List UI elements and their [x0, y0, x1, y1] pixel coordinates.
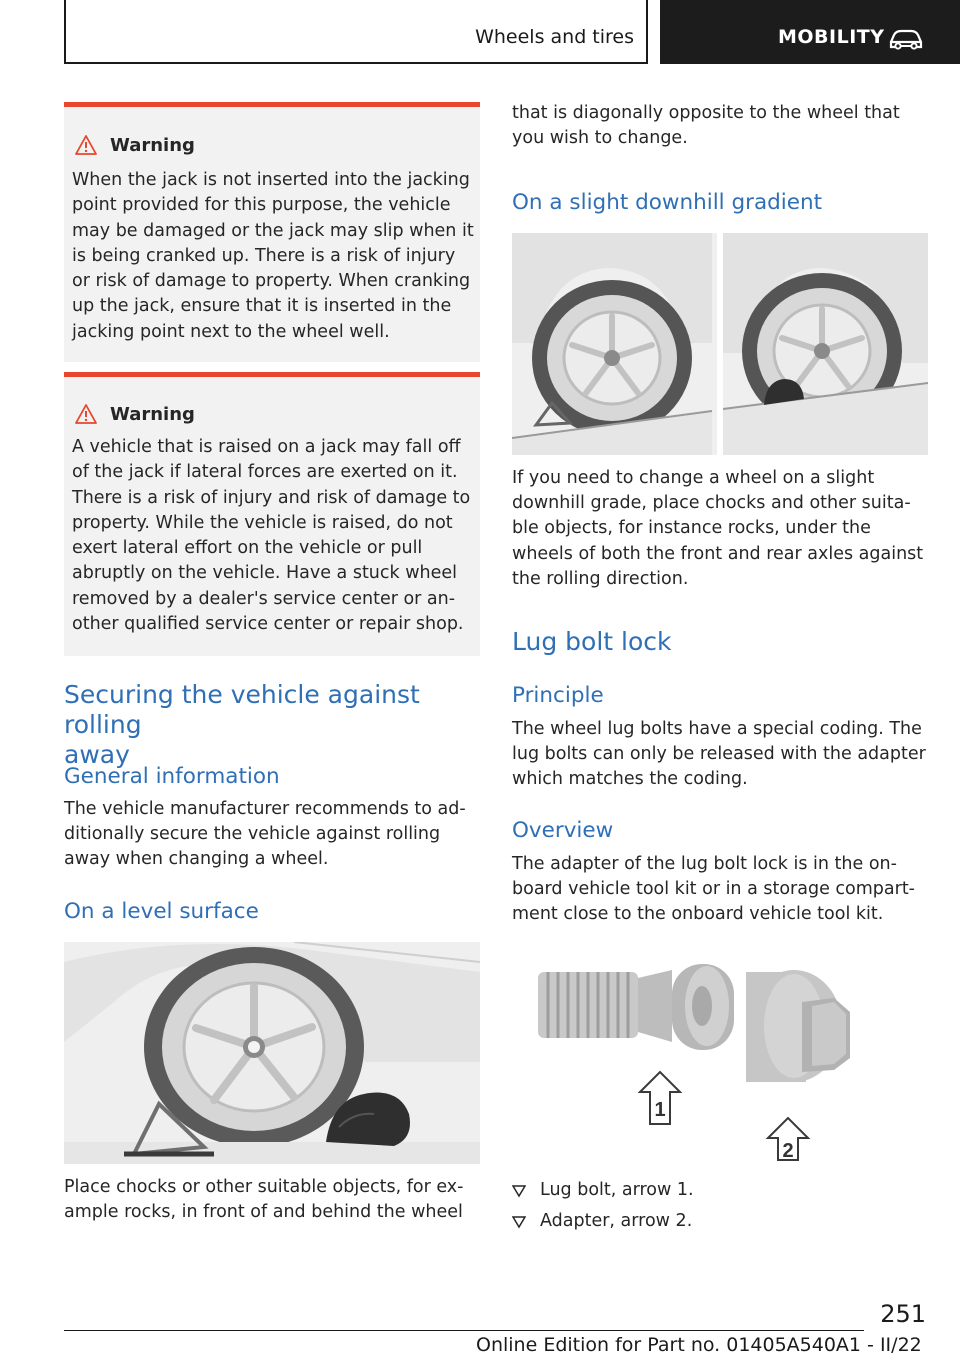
heading-level-surface: On a level surface — [64, 899, 259, 924]
downhill-illustration — [512, 233, 928, 455]
heading-securing-vehicle: Securing the vehicle against rolling away — [64, 680, 420, 769]
level-surface-text-continued: that is diagonally opposite to the wheel that you wish to change. — [512, 103, 900, 149]
footer-edition-text: Online Edition for Part no. 01405A540A1 - II/22 — [476, 1334, 922, 1356]
lug-bolt-figure — [512, 942, 928, 1164]
overview-text: The adapter of the lug bolt lock is in the on- board vehicle tool kit or in a storage compart- ment close to the onboard vehicle tool kit. — [512, 854, 915, 925]
label-arrow-2: 2 — [782, 1140, 794, 1162]
warning-icon — [74, 403, 98, 425]
lug-bolt-illustration — [512, 942, 928, 1164]
section-title: Wheels and tires — [475, 26, 634, 48]
header-chapter-box — [660, 0, 960, 64]
warning-box-jacking — [64, 102, 480, 362]
warning-title: Warning — [110, 404, 195, 425]
car-icon — [888, 28, 924, 50]
heading-overview: Overview — [512, 818, 614, 843]
level-surface-text: Place chocks or other suitable objects, for ex- ample rocks, in front of and behind the wheel — [64, 1177, 464, 1223]
label-arrow-1: 1 — [654, 1099, 666, 1121]
downhill-figure — [512, 233, 928, 455]
triangle-bullet-icon — [512, 1184, 526, 1198]
warning-text: When the jack is not inserted into the jacking point provided for this purpose, the vehicle may be damaged or the jack may slip when it is being cranked up. There is a risk of injury or risk of damage to property. When cranking up the jack, ensure that it is inserted in the jacking point next to the wheel well. — [72, 170, 474, 342]
level-surface-figure — [64, 942, 480, 1164]
chapter-title: MOBILITY — [778, 26, 885, 48]
warning-box-lateral-forces — [64, 372, 480, 656]
warning-icon — [74, 134, 98, 156]
triangle-bullet-icon — [512, 1215, 526, 1229]
heading-lug-bolt-lock: Lug bolt lock — [512, 627, 672, 656]
downhill-text: If you need to change a wheel on a slight downhill grade, place chocks and other suita- ble objects, for instance rocks, under the wheels of both the front and rear axles against the rolling direction. — [512, 468, 924, 589]
heading-principle: Principle — [512, 683, 604, 708]
warning-text: A vehicle that is raised on a jack may fall off of the jack if lateral forces are exerted on it. There is a risk of injury and risk of damage to property. While the vehicle is raised, do not exert lateral effort on the vehicle or pull abruptly on the vehicle. Have a stuck wheel removed by a dealer's service center or an- other qualified service center or repair shop. — [72, 437, 471, 635]
heading-general-information: General information — [64, 764, 280, 789]
level-surface-illustration — [64, 942, 480, 1164]
principle-text: The wheel lug bolts have a special coding. The lug bolts can only be released with the adapter which matches the coding. — [512, 719, 926, 790]
heading-downhill-gradient: On a slight downhill gradient — [512, 190, 823, 215]
footer-rule — [64, 1330, 864, 1331]
general-information-text: The vehicle manufacturer recommends to ad- ditionally secure the vehicle against rolling away when changing a wheel. — [64, 799, 466, 870]
header-section-box — [64, 0, 648, 64]
page-number: 251 — [880, 1300, 926, 1328]
warning-title: Warning — [110, 135, 195, 156]
